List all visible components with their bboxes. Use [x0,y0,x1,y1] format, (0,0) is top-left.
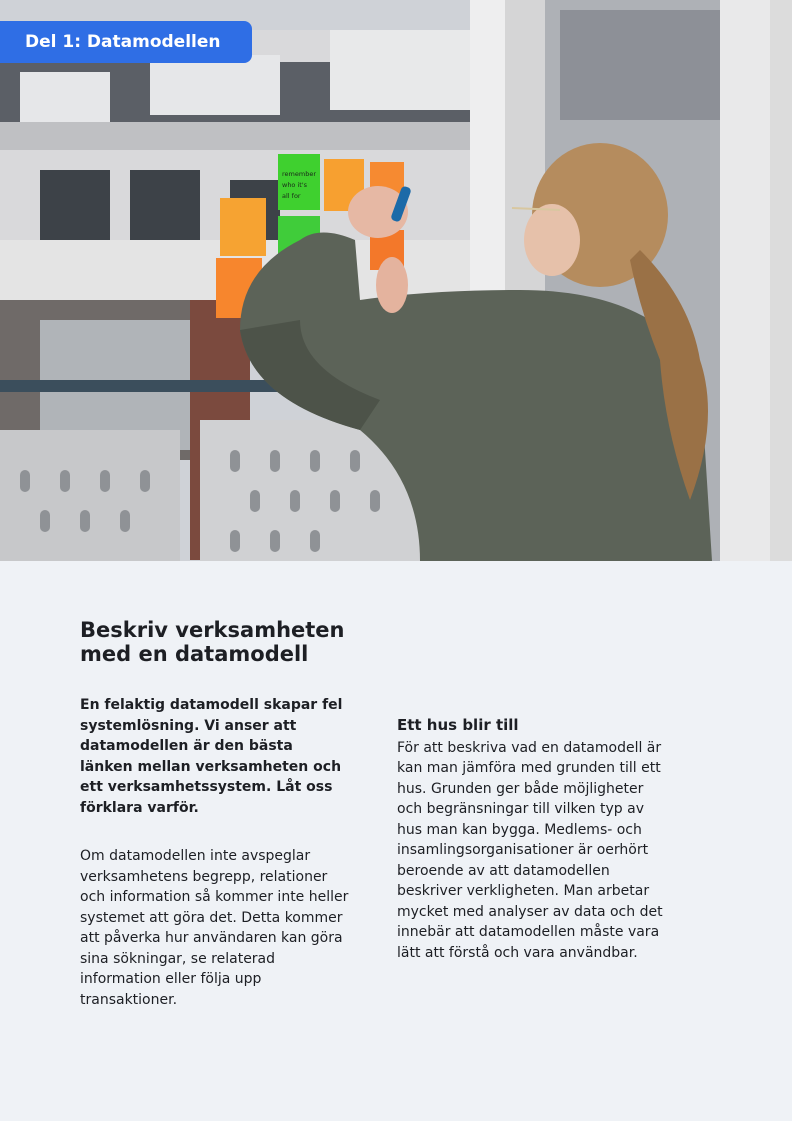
lead-paragraph: En felaktig datamodell skapar fel systemlösning. Vi anser att datamodellen är den bästa länken mellan verksamheten och ett verksamhetssystem. Låt oss förklara varför. [80,697,343,816]
left-body-paragraph: Om datamodellen inte avspeglar verksamhetens begrepp, relationer och information så kommer inte heller systemet att göra det. Detta kommer att påverka hur användaren kan göra sina sökningar, se relaterad information eller följa upp transaktioner. [80,848,349,1008]
note-line-1: remember [282,170,316,178]
section-heading: Ett hus blir till [397,716,519,734]
right-column [397,715,669,963]
right-body-paragraph: För att beskriva vad en datamodell är kan man jämföra med grunden till ett hus. Grunden ger både möjligheter och begränsningar till vilken typ av hus man kan bygga. Medlems- och insamlingsorganisationer är oerhört beroende av att datamodellen beskriver verkligheten. Man arbetar mycket med analyser av data och det innebär att datamodellen måste vara lätt att förstå och vara användbar. [397,739,663,961]
article-title: Beskriv verksamheten med en datamodell [80,618,345,666]
left-column [80,695,350,1010]
note-line-2: who it's [282,181,308,189]
note-line-3: all for [282,192,301,200]
section-badge: Del 1: Datamodellen [0,21,252,63]
